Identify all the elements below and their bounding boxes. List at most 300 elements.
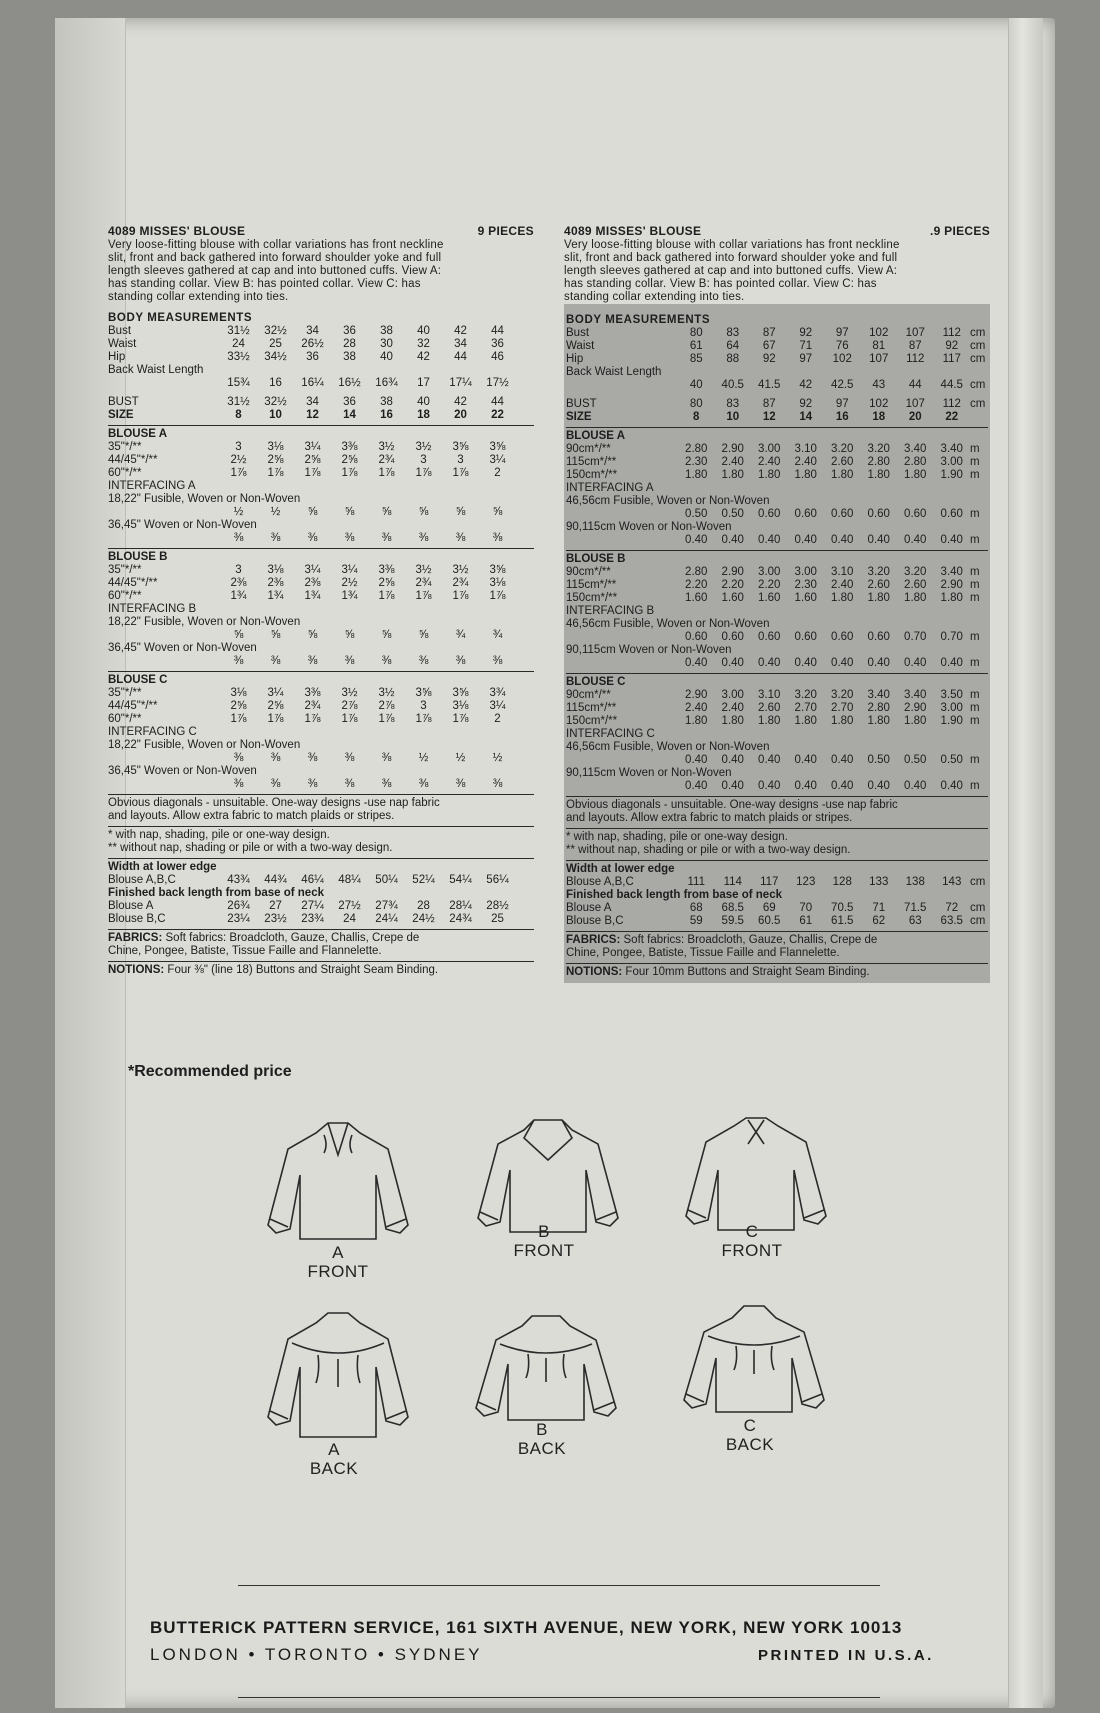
cell-value: 18: [872, 411, 886, 423]
yardage-row: [108, 467, 534, 480]
divider: [566, 673, 988, 674]
yardage-row: [566, 702, 988, 715]
measure-table: [566, 327, 988, 392]
unit: [516, 506, 534, 519]
cell-value: 20: [454, 409, 467, 421]
row-label: 150cm*/**: [566, 469, 618, 481]
unit: cm: [970, 353, 986, 365]
width-title: Width at lower edge: [566, 863, 675, 875]
cell-value: 1.80: [685, 469, 708, 481]
woven-row: [108, 532, 534, 545]
cell-value: 14: [799, 411, 813, 423]
cell-value: 27¼: [301, 900, 324, 912]
nap-note: * with nap, shading, pile or one-way design.: [108, 829, 330, 841]
description: [564, 239, 990, 304]
cell-value: 36: [343, 396, 356, 408]
row-label: 90cm*/**: [566, 689, 611, 701]
cell-value: 2.40: [685, 702, 708, 714]
unit: m: [970, 657, 980, 669]
cell-value: 3.50: [940, 689, 963, 701]
cell-value: 0.40: [867, 534, 890, 546]
unit: [516, 396, 534, 409]
cell-value: 64: [726, 340, 740, 352]
row-label: Waist: [566, 340, 595, 352]
cell-value: 31½: [227, 396, 250, 408]
cell-value: 10: [726, 411, 740, 423]
measure-table: [566, 754, 988, 767]
bust-row: [108, 396, 534, 409]
cell-value: 60.5: [758, 915, 781, 927]
fusible-row: [566, 754, 988, 767]
cell-value: 0.40: [831, 534, 854, 546]
cell-value: 3.40: [940, 566, 963, 578]
cell-value: 2.40: [831, 579, 854, 591]
yardage-row: [566, 566, 988, 579]
divider: [566, 828, 988, 829]
cell-value: 111: [687, 876, 705, 888]
cell-value: 0.40: [831, 780, 854, 792]
row-label: [566, 780, 678, 793]
unit: [516, 532, 534, 545]
cell-value: 63: [908, 915, 922, 927]
unit: [516, 752, 534, 765]
cell-value: 3¼: [341, 564, 358, 576]
cell-value: 2.90: [685, 689, 708, 701]
cell-value: ⅝: [418, 506, 429, 518]
view-a-front-sketch: [258, 1115, 418, 1245]
cell-value: 16½: [338, 377, 361, 389]
unit: m: [970, 469, 980, 481]
cell-value: 3½: [452, 564, 469, 576]
cell-value: 42: [417, 351, 430, 363]
unit: cm: [970, 876, 986, 888]
unit: [516, 377, 534, 390]
note-keyword: FABRICS:: [566, 934, 621, 946]
divider: [566, 860, 988, 861]
cell-value: ⅝: [344, 629, 355, 641]
cell-value: ⅜: [344, 778, 355, 790]
cell-value: 0.40: [758, 754, 781, 766]
row-label: Blouse A: [566, 902, 612, 914]
unit: m: [970, 702, 980, 714]
blouse-title: BLOUSE C: [108, 674, 168, 686]
cell-value: ⅜: [270, 532, 281, 544]
cell-value: 97: [835, 327, 849, 339]
fusible-label: 46,56cm Fusible, Woven or Non-Woven: [566, 495, 770, 507]
cell-value: 16: [380, 409, 393, 421]
cell-value: 24½: [412, 913, 435, 925]
view-c-back-sketch: [674, 1302, 834, 1422]
cell-value: 22: [491, 409, 504, 421]
cell-value: 2.30: [794, 579, 817, 591]
cell-value: 1.80: [867, 592, 890, 604]
unit: [970, 411, 988, 424]
cell-value: 1.80: [721, 469, 744, 481]
interfacing-title: INTERFACING C: [108, 726, 197, 738]
cell-value: ⅝: [418, 629, 429, 641]
back-waist-row: [108, 377, 534, 390]
fabrics-line: FABRICS: Soft fabrics: Broadcloth, Gauze, Challis, Crepe de: [566, 934, 878, 946]
yardage-block: [564, 304, 990, 983]
cell-value: 0.40: [721, 754, 744, 766]
cell-value: 2.90: [721, 443, 744, 455]
cell-value: 3⅝: [415, 687, 432, 699]
unit: [516, 874, 534, 887]
cell-value: 107: [905, 398, 925, 410]
cell-value: ⅝: [307, 629, 318, 641]
cell-value: 2: [494, 713, 501, 725]
blouse-title: BLOUSE C: [566, 676, 626, 688]
cell-value: ⅜: [233, 532, 244, 544]
cell-value: 2.80: [685, 566, 708, 578]
measure-table: [108, 874, 534, 887]
bust-row: [566, 398, 988, 411]
cell-value: 3.00: [940, 456, 963, 468]
width-title: Width at lower edge: [108, 861, 217, 873]
piece-count: 9 PIECES: [477, 224, 534, 238]
measure-table: [108, 325, 534, 390]
yardage-row: [108, 454, 534, 467]
cell-value: 3½: [415, 564, 432, 576]
cell-value: 0.40: [758, 657, 781, 669]
blouse-title: BLOUSE B: [108, 551, 168, 563]
fusible-row: [108, 752, 534, 765]
cell-value: ⅜: [381, 532, 392, 544]
row-label: 44/45"*/**: [108, 577, 158, 589]
description-line: length sleeves gathered at cap and into buttoned cuffs. View A:: [108, 265, 442, 277]
fabrics-line: Chine, Pongee, Batiste, Tissue Faille and Flannelette.: [566, 947, 840, 959]
pattern-heading: [108, 225, 534, 238]
cell-value: 3.40: [904, 689, 927, 701]
unit: m: [970, 780, 980, 792]
unit: [516, 338, 534, 351]
cell-value: 3.20: [794, 689, 817, 701]
cell-value: 10: [269, 409, 282, 421]
cell-value: 48¼: [338, 874, 361, 886]
woven-row: [566, 657, 988, 670]
cell-value: 68: [689, 902, 703, 914]
cell-value: 2½: [341, 577, 358, 589]
printed-in: PRINTED IN U.S.A.: [758, 1647, 934, 1664]
unit: [516, 409, 534, 422]
body-row: [108, 351, 534, 364]
cell-value: 3½: [378, 441, 395, 453]
yardage-row: [108, 577, 534, 590]
row-label: BUST: [566, 398, 597, 410]
row-label: 150cm*/**: [566, 592, 618, 604]
row-label: [108, 377, 220, 390]
unit: [516, 325, 534, 338]
cell-value: 0.40: [794, 534, 817, 546]
woven-label: 90,115cm Woven or Non-Woven: [566, 521, 732, 533]
view-c-back-label: C BACK: [725, 1416, 775, 1454]
cell-value: 0.40: [794, 657, 817, 669]
unit: [516, 655, 534, 668]
note-keyword: NOTIONS:: [108, 964, 165, 976]
cell-value: 114: [723, 876, 742, 888]
cell-value: 30: [380, 338, 393, 350]
back-length-a-row: [566, 902, 988, 915]
cell-value: 1.60: [685, 592, 708, 604]
cell-value: 43¾: [227, 874, 250, 886]
cell-value: ½: [270, 506, 281, 518]
cell-value: 17: [417, 377, 430, 389]
notions-line: NOTIONS: Four 10mm Buttons and Straight Seam Binding.: [566, 966, 870, 978]
measure-table: [108, 900, 534, 926]
cell-value: 50¼: [375, 874, 398, 886]
row-label: 60"*/**: [108, 467, 142, 479]
cell-value: 0.40: [867, 780, 890, 792]
cell-value: 3½: [415, 441, 432, 453]
cell-value: 83: [726, 398, 740, 410]
woven-label: 90,115cm Woven or Non-Woven: [566, 767, 732, 779]
cell-value: 18: [417, 409, 430, 421]
cell-value: 38: [380, 325, 393, 337]
width-row: [108, 874, 534, 887]
cell-value: 0.40: [721, 657, 744, 669]
unit: cm: [970, 340, 986, 352]
cell-value: 3.00: [721, 689, 744, 701]
measure-table: [108, 629, 534, 642]
cell-value: 24¾: [449, 913, 472, 925]
cell-value: 44: [908, 379, 922, 391]
cell-value: 2.60: [758, 702, 781, 714]
cell-value: 8: [235, 409, 242, 421]
view-b-front-label: B FRONT: [513, 1222, 575, 1260]
cell-value: 1.80: [904, 715, 927, 727]
cell-value: 3⅝: [452, 687, 469, 699]
cell-value: 0.40: [904, 657, 927, 669]
body-row: [108, 325, 534, 338]
cell-value: 87: [762, 398, 776, 410]
row-label: SIZE: [566, 411, 592, 423]
cell-value: 3¼: [267, 687, 284, 699]
divider: [108, 929, 534, 930]
cell-value: ⅜: [455, 532, 466, 544]
cell-value: 2¾: [378, 454, 395, 466]
note-keyword: FABRICS:: [108, 932, 163, 944]
cell-value: 41.5: [758, 379, 781, 391]
unit: m: [970, 754, 980, 766]
cell-value: 1⅞: [267, 713, 284, 725]
recommended-price: *Recommended price: [128, 1063, 292, 1080]
cell-value: 0.60: [831, 631, 854, 643]
unit: [516, 351, 534, 364]
yardage-row: [566, 715, 988, 728]
unit: m: [970, 579, 980, 591]
unit: [516, 441, 534, 454]
cell-value: 23¾: [301, 913, 324, 925]
cell-value: 1⅞: [230, 467, 247, 479]
unit: m: [970, 689, 980, 701]
cell-value: 1¾: [304, 590, 321, 602]
fusible-label: 46,56cm Fusible, Woven or Non-Woven: [566, 741, 770, 753]
yardage-row: [566, 592, 988, 605]
cell-value: 1.60: [721, 592, 744, 604]
cell-value: 0.70: [904, 631, 927, 643]
cell-value: 46: [491, 351, 504, 363]
cell-value: 3.20: [867, 566, 890, 578]
row-label: Blouse A,B,C: [566, 876, 634, 888]
cell-value: 0.40: [794, 754, 817, 766]
cell-value: 42.5: [831, 379, 854, 391]
yardage-row: [566, 579, 988, 592]
cell-value: 92: [945, 340, 959, 352]
divider: [108, 858, 534, 859]
row-label: [566, 534, 678, 547]
unit: [516, 900, 534, 913]
row-label: [108, 655, 220, 668]
cell-value: 2.90: [721, 566, 744, 578]
cell-value: 1⅞: [304, 713, 321, 725]
woven-label: 36,45" Woven or Non-Woven: [108, 765, 257, 777]
unit: [516, 778, 534, 791]
cell-value: 81: [872, 340, 886, 352]
yardage-row: [566, 469, 988, 482]
unit: [516, 687, 534, 700]
unit: m: [970, 508, 980, 520]
cell-value: 2.20: [685, 579, 708, 591]
cell-value: 1⅞: [378, 590, 395, 602]
unit: [516, 713, 534, 726]
cell-value: 26½: [301, 338, 324, 350]
cell-value: 1⅞: [415, 713, 432, 725]
cell-value: ⅜: [233, 752, 244, 764]
yardage-row: [108, 590, 534, 603]
cell-value: 2.60: [831, 456, 854, 468]
measure-table: [566, 508, 988, 521]
cell-value: 40: [689, 379, 703, 391]
body-measurements-title: BODY MEASUREMENTS: [108, 312, 253, 324]
cell-value: ⅜: [344, 752, 355, 764]
body-row: [566, 340, 988, 353]
back-length-bc-row: [566, 915, 988, 928]
cell-value: ⅝: [344, 506, 355, 518]
view-c-front-label: C FRONT: [721, 1222, 783, 1260]
diagonal-note: Obvious diagonals - unsuitable. One-way designs -use nap fabric: [108, 797, 440, 809]
cell-value: 2⅞: [378, 700, 395, 712]
nap-note: ** without nap, shading or pile or with a two-way design.: [108, 842, 393, 854]
cell-value: 2.40: [721, 702, 744, 714]
cell-value: 0.40: [758, 780, 781, 792]
fabrics-line: FABRICS: Soft fabrics: Broadcloth, Gauze, Challis, Crepe de: [108, 932, 420, 944]
fusible-row: [108, 629, 534, 642]
row-label: Hip: [108, 351, 126, 363]
cell-value: ½: [418, 752, 429, 764]
cell-value: ½: [492, 752, 503, 764]
cell-value: 1.80: [867, 715, 890, 727]
body-row: [108, 338, 534, 351]
cell-value: 3.20: [904, 566, 927, 578]
row-label: Bust: [108, 325, 132, 337]
cell-value: 24: [232, 338, 245, 350]
row-label: 60"*/**: [108, 713, 142, 725]
row-label: Bust: [566, 327, 590, 339]
cell-value: 0.40: [794, 780, 817, 792]
woven-label: 36,45" Woven or Non-Woven: [108, 519, 257, 531]
row-label: Blouse B,C: [566, 915, 624, 927]
cell-value: 3⅛: [489, 577, 506, 589]
description-line: slit, front and back gathered into forward shoulder yoke and full: [564, 252, 898, 264]
cell-value: ⅜: [418, 532, 429, 544]
cell-value: 1.80: [758, 469, 781, 481]
cell-value: 34½: [264, 351, 287, 363]
cell-value: 2⅝: [267, 454, 284, 466]
cell-value: 17¼: [449, 377, 472, 389]
cell-value: 2.90: [904, 702, 927, 714]
cell-value: 42: [799, 379, 813, 391]
cell-value: ⅝: [381, 629, 392, 641]
cell-value: 1⅞: [267, 467, 284, 479]
unit: m: [970, 443, 980, 455]
cell-value: 2.20: [758, 579, 781, 591]
woven-row: [108, 778, 534, 791]
cell-value: ⅝: [270, 629, 281, 641]
cell-value: 3¾: [489, 687, 506, 699]
cell-value: 36: [306, 351, 319, 363]
row-label: [566, 379, 678, 392]
cell-value: ⅜: [270, 752, 281, 764]
cell-value: 0.50: [721, 508, 744, 520]
cell-value: 3½: [341, 687, 358, 699]
cell-value: 12: [762, 411, 776, 423]
cell-value: 1.60: [758, 592, 781, 604]
cell-value: 8: [693, 411, 700, 423]
cell-value: 2⅞: [341, 700, 358, 712]
cell-value: 117: [760, 876, 779, 888]
description-line: has standing collar. View B: has pointed collar. View C: has: [108, 278, 421, 290]
metric-chart: [564, 225, 990, 983]
fusible-row: [108, 506, 534, 519]
cell-value: 24¼: [375, 913, 398, 925]
back-length-a-row: [108, 900, 534, 913]
cell-value: 0.60: [940, 508, 963, 520]
cell-value: 3: [235, 441, 242, 453]
cell-value: 0.60: [721, 631, 744, 643]
cell-value: 2⅝: [304, 454, 321, 466]
cell-value: 92: [799, 327, 813, 339]
cell-value: 1¾: [230, 590, 247, 602]
row-label: 90cm*/**: [566, 443, 611, 455]
back-length-title: Finished back length from base of neck: [566, 889, 782, 901]
cell-value: 3⅜: [341, 441, 358, 453]
cell-value: 0.40: [940, 534, 963, 546]
cell-value: 26¾: [227, 900, 250, 912]
yardage-block: [108, 312, 534, 977]
cell-value: 0.60: [831, 508, 854, 520]
cell-value: 1⅞: [341, 467, 358, 479]
row-label: 35"*/**: [108, 687, 142, 699]
nap-note: * with nap, shading, pile or one-way design.: [566, 831, 788, 843]
cell-value: 25: [269, 338, 282, 350]
fusible-label: 18,22" Fusible, Woven or Non-Woven: [108, 616, 301, 628]
width-row: [566, 876, 988, 889]
unit: [516, 590, 534, 603]
cell-value: ⅜: [455, 655, 466, 667]
cell-value: 3⅛: [230, 687, 247, 699]
row-label: [108, 629, 220, 642]
cell-value: 71: [872, 902, 886, 914]
cell-value: 33½: [227, 351, 250, 363]
cell-value: 2.60: [867, 579, 890, 591]
cell-value: 0.60: [794, 508, 817, 520]
cell-value: 88: [726, 353, 740, 365]
pattern-number: 4089: [564, 224, 592, 238]
cell-value: 0.60: [867, 631, 890, 643]
cell-value: 1.60: [794, 592, 817, 604]
cell-value: 3.40: [904, 443, 927, 455]
row-label: 44/45"*/**: [108, 700, 158, 712]
